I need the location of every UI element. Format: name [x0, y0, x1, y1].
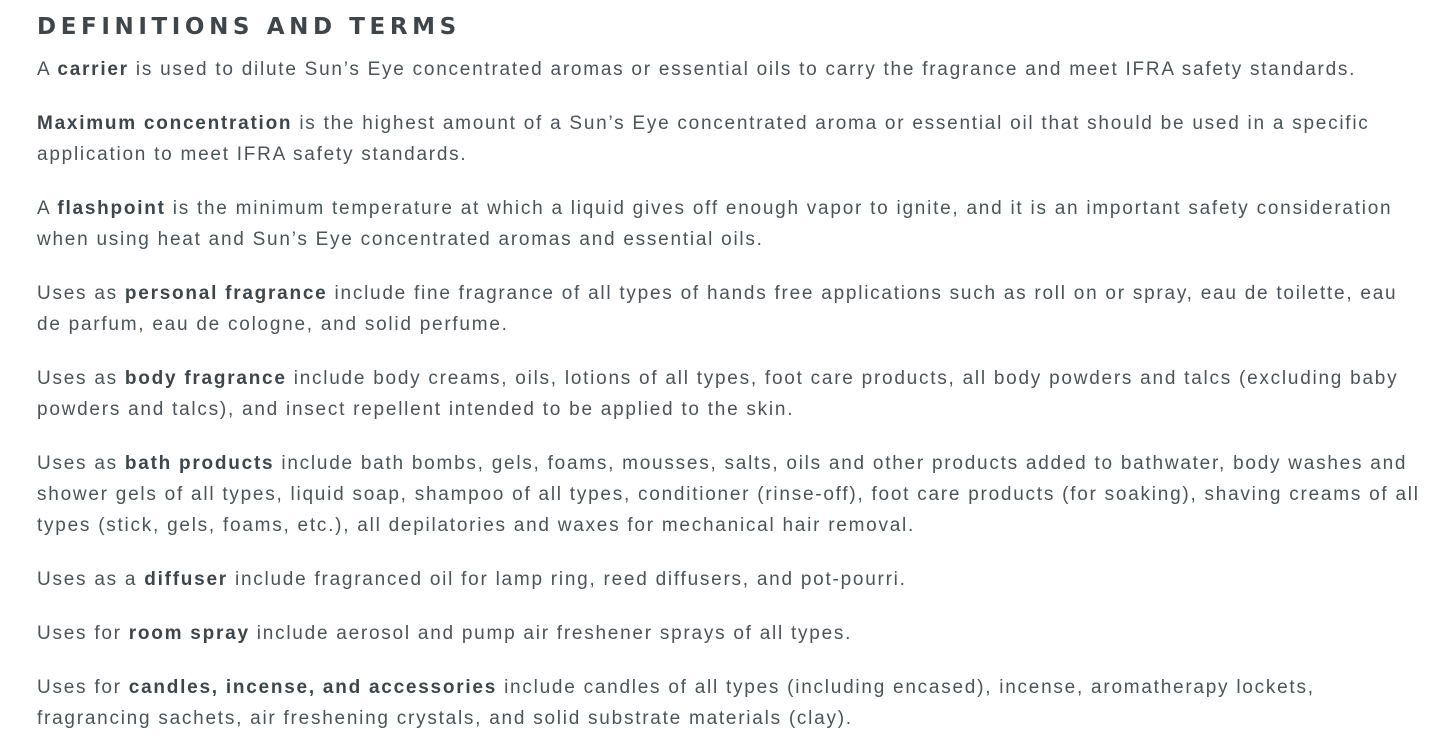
definition-text: is the minimum temperature at which a liquid gives off enough vapor to ignite, and it is an important safety consideration when using heat and Sun’s Eye concentrated aromas and essential oils. — [37, 198, 1393, 250]
definition-text: include candles of all types (including encased), incense, aromatherapy lockets, fragrancing sachets, air freshening crystals, and solid substrate materials (clay). — [37, 677, 1315, 729]
definition-prefix: Uses as — [37, 453, 125, 474]
definition-term: room spray — [128, 623, 250, 644]
definition-term: bath products — [124, 453, 275, 474]
definition-text: include body creams, oils, lotions of all types, foot care products, all body powders and talcs (excluding baby powders and talcs), and insect repellent intended to be applied to the skin. — [37, 368, 1399, 420]
definition-term: candles, incense, and accessories — [128, 677, 498, 698]
definition-flashpoint — [37, 193, 1425, 255]
definition-prefix: Uses as — [37, 368, 125, 389]
definition-prefix: Uses for — [37, 677, 129, 698]
definition-text: include fine fragrance of all types of hands free applications such as roll on or spray, eau de toilette, eau de parfum, eau de cologne, and solid perfume. — [37, 283, 1398, 335]
definition-term: personal fragrance — [124, 283, 328, 304]
definition-carrier — [37, 54, 1425, 85]
definition-term: body fragrance — [124, 368, 287, 389]
definition-term: flashpoint — [57, 198, 166, 219]
definition-term: carrier — [57, 59, 129, 80]
definition-prefix: Uses for — [37, 623, 129, 644]
definition-prefix: A — [37, 198, 58, 219]
section-heading: DEFINITIONS AND TERMS — [37, 14, 461, 40]
definition-body-fragrance — [37, 363, 1425, 425]
definition-term: Maximum concentration — [37, 113, 293, 134]
definition-prefix: Uses as a — [37, 569, 145, 590]
definition-personal-fragrance — [37, 278, 1425, 340]
definition-text: include aerosol and pump air freshener sprays of all types. — [249, 623, 853, 644]
definition-prefix: Uses as — [37, 283, 125, 304]
definition-prefix: A — [37, 59, 58, 80]
definition-term: diffuser — [144, 569, 228, 590]
definition-text: is the highest amount of a Sun’s Eye concentrated aroma or essential oil that should be used in a specific application to meet IFRA safety standards. — [37, 113, 1370, 165]
definition-diffuser — [37, 564, 1425, 595]
definition-maximum-concentration — [37, 108, 1425, 170]
definition-candles-incense-accessories — [37, 672, 1425, 734]
definition-text: is used to dilute Sun’s Eye concentrated aromas or essential oils to carry the fragrance and meet IFRA safety standards. — [128, 59, 1357, 80]
definition-text: include fragranced oil for lamp ring, reed diffusers, and pot-pourri. — [227, 569, 907, 590]
definition-bath-products — [37, 448, 1425, 541]
definition-room-spray — [37, 618, 1425, 649]
definition-text: include bath bombs, gels, foams, mousses, salts, oils and other products added to bathwater, body washes and shower gels of all types, liquid soap, shampoo of all types, conditioner (rinse-off), foot care products (for soaking), shaving creams of all types (stick, gels, foams, etc.), all depilatories and waxes for mechanical hair removal. — [37, 453, 1420, 536]
